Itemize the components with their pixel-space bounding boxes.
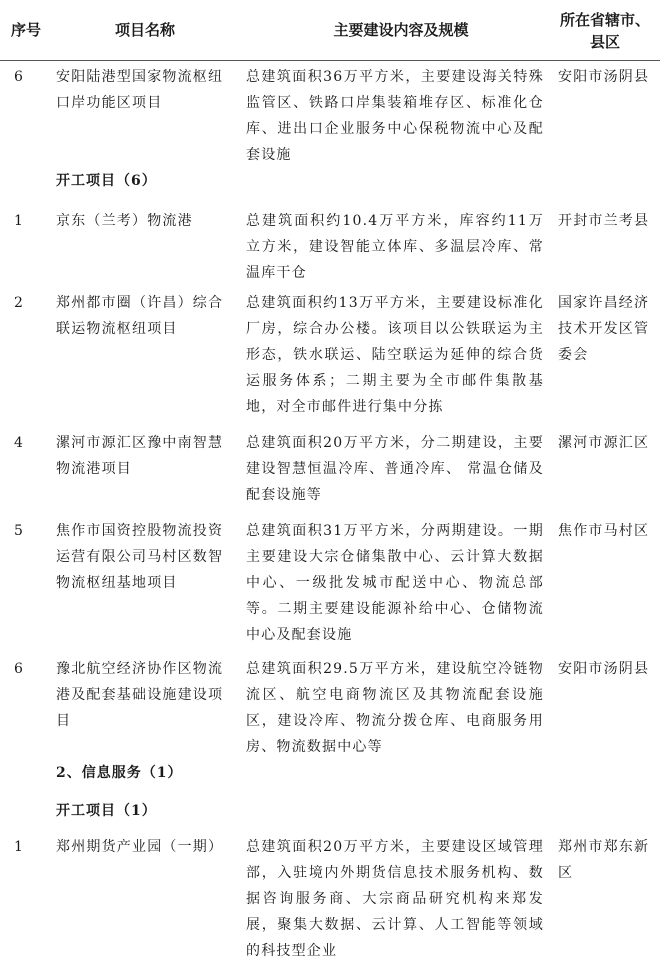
- project-name: 漯河市源汇区豫中南智慧物流港项目: [56, 435, 224, 477]
- project-location: 安阳市汤阴县: [558, 661, 650, 677]
- project-location: 漯河市源汇区: [558, 435, 650, 451]
- header-location-line2: 县区: [589, 33, 620, 51]
- project-name: 郑州期货产业园（一期）: [56, 839, 224, 855]
- project-location: 安阳市汤阴县: [558, 69, 650, 85]
- project-name: 京东（兰考）物流港: [56, 213, 193, 229]
- row-number: 4: [14, 435, 25, 451]
- table-header: [0, 0, 660, 64]
- section-heading: 开工项目（1）: [56, 803, 157, 819]
- section-heading: 开工项目（6）: [56, 173, 157, 189]
- project-content: 总建筑面积约13万平方米，主要建设标准化厂房，综合办公楼。该项目以公铁联运为主形态，铁水联运、陆空联运为延伸的综合货运服务体系；二期主要为全市邮件集散基地，对全市邮件进行集中分拣: [246, 295, 544, 415]
- project-location: 焦作市马村区: [558, 523, 650, 539]
- project-content: 总建筑面积约10.4万平方米，库容约11万立方米，建设智能立体库、多温层冷库、常温库干仓: [246, 213, 544, 281]
- project-location: 开封市兰考县: [558, 213, 650, 229]
- project-name: 安阳陆港型国家物流枢纽口岸功能区项目: [56, 69, 224, 111]
- project-location: 郑州市郑东新区: [558, 839, 650, 881]
- header-location-line1: 所在省辖市、: [559, 11, 650, 29]
- project-name: 焦作市国资控股物流投资运营有限公司马村区数智物流枢纽基地项目: [56, 523, 224, 591]
- project-location: 国家许昌经济技术开发区管委会: [558, 295, 650, 363]
- project-content: 总建筑面积36万平方米，主要建设海关特殊监管区、铁路口岸集装箱堆存区、标准化仓库、进出口企业服务中心保税物流中心及配套设施: [246, 69, 544, 163]
- row-number: 1: [14, 213, 25, 229]
- header-rule: [0, 60, 660, 61]
- section-heading: 2、信息服务（1）: [56, 765, 183, 781]
- row-number: 6: [14, 69, 25, 85]
- project-content: 总建筑面积20万平方米，分二期建设，主要建设智慧恒温冷库、普通冷库、 常温仓储及配套设施等: [246, 435, 544, 503]
- row-number: 5: [14, 523, 25, 539]
- header-content: 主要建设内容及规模: [333, 21, 469, 39]
- project-content: 总建筑面积31万平方米，分两期建设。一期主要建设大宗仓储集散中心、云计算大数据中心、一级批发城市配送中心、物流总部等。二期主要建设能源补给中心、仓储物流中心及配套设施: [246, 523, 544, 643]
- project-content: 总建筑面积20万平方米，主要建设区域管理部，入驻境内外期货信息技术服务机构、数据咨询服务商、大宗商品研究机构来郑发展，聚集大数据、云计算、人工智能等领域的科技型企业: [246, 839, 544, 959]
- project-content: 总建筑面积29.5万平方米，建设航空冷链物流区、航空电商物流区及其物流配套设施区，建设冷库、物流分拨仓库、电商服务用房、物流数据中心等: [246, 661, 544, 755]
- header-no: 序号: [10, 21, 41, 39]
- row-number: 1: [14, 839, 25, 855]
- project-name: 豫北航空经济协作区物流港及配套基础设施建设项目: [56, 661, 224, 729]
- row-number: 2: [14, 295, 25, 311]
- header-name: 项目名称: [114, 21, 175, 39]
- row-number: 6: [14, 661, 25, 677]
- project-name: 郑州都市圈（许昌）综合联运物流枢纽项目: [56, 295, 224, 337]
